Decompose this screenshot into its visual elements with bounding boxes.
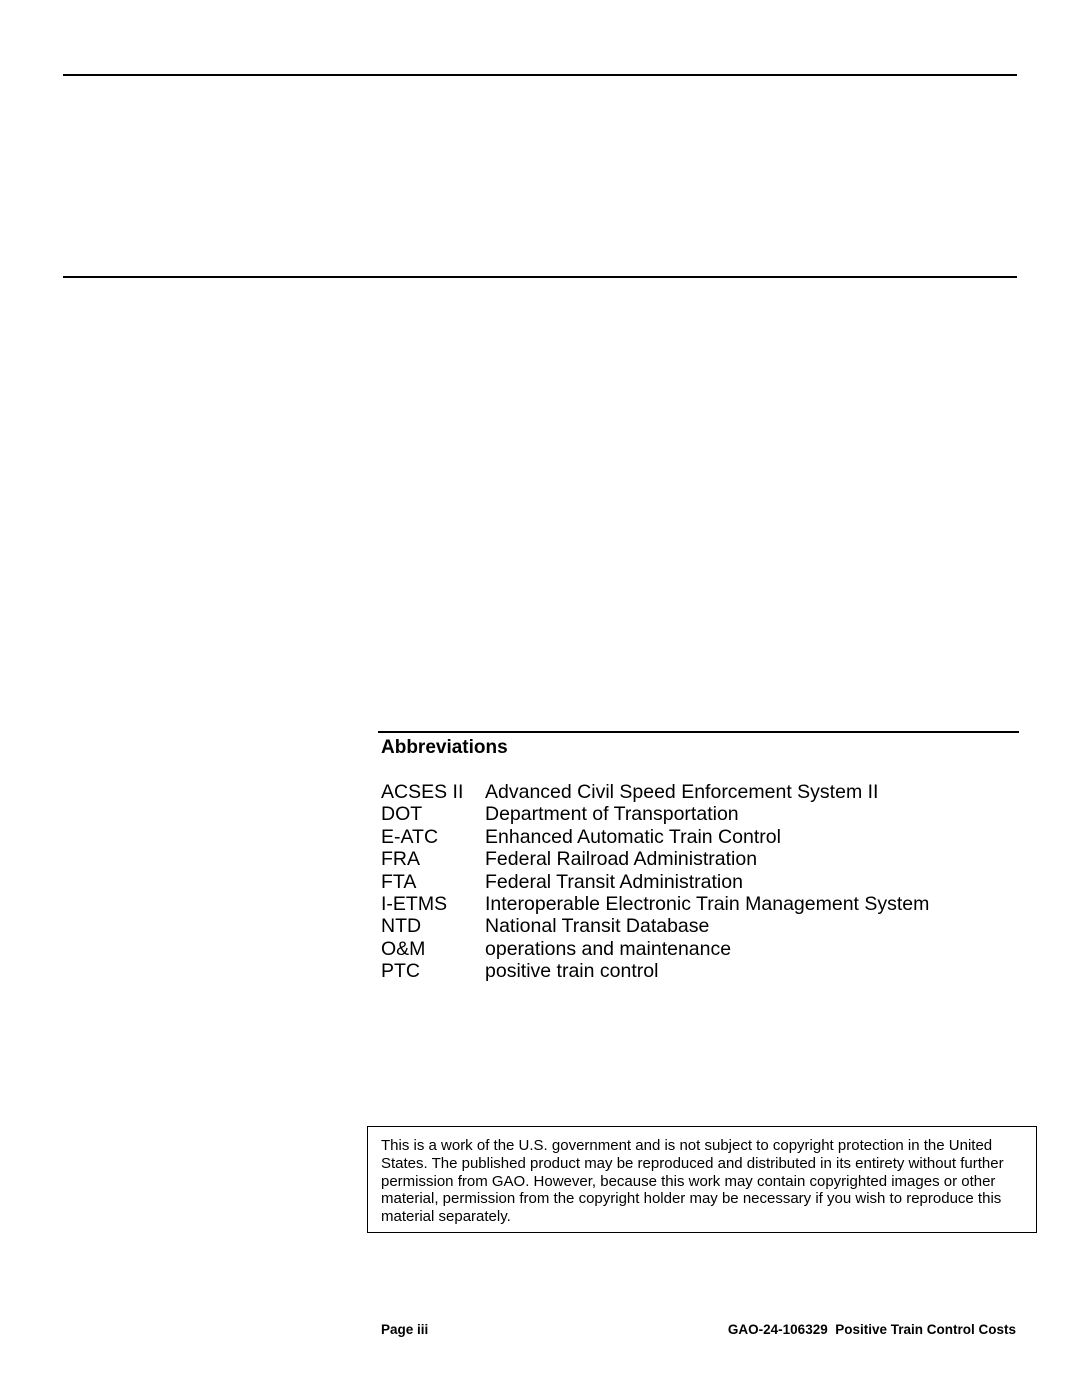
abbreviation-term: PTC [381,960,420,983]
abbreviation-item [381,915,929,937]
page-number: Page iii [381,1322,429,1337]
abbreviations-heading: Abbreviations [381,737,508,758]
abbreviation-term: E-ATC [381,825,439,848]
abbreviation-term: O&M [381,937,426,960]
abbreviations-rule [378,731,1019,733]
copyright-text: This is a work of the U.S. government and is not subject to copyright protection in the United States. The published product may be reproduced and distributed in its entirety without further permission from GAO. However, because this work may contain copyrighted images or other material, permission from the copyright holder may be necessary if you wish to reproduce this material separately. [381,1137,1004,1226]
abbreviation-item [381,938,929,960]
middle-rule [63,276,1017,278]
abbreviation-definition: Federal Transit Administration [485,870,743,893]
abbreviation-definition: Federal Railroad Administration [485,848,758,871]
abbreviation-item [381,848,929,870]
report-title: GAO-24-106329 Positive Train Control Costs [727,1322,1016,1337]
abbreviation-definition: Interoperable Electronic Train Management System [485,892,930,915]
abbreviation-definition: positive train control [485,960,659,983]
abbreviation-item [381,871,929,893]
abbreviation-definition: Enhanced Automatic Train Control [485,825,781,848]
top-rule [63,74,1017,76]
abbreviation-definition: Department of Transportation [485,803,739,826]
copyright-notice [367,1126,1037,1233]
abbreviation-item [381,803,929,825]
abbreviation-definition: Advanced Civil Speed Enforcement System II [485,781,879,803]
abbreviations-list [381,781,929,983]
abbreviation-term: FTA [381,870,417,893]
abbreviation-item [381,960,929,982]
abbreviation-item [381,893,929,915]
abbreviation-item [381,826,929,848]
abbreviation-definition: operations and maintenance [485,937,732,960]
abbreviation-term: FRA [381,848,420,871]
abbreviation-term: NTD [381,915,422,938]
abbreviation-term: ACSES II [381,781,464,803]
abbreviation-term: DOT [381,803,423,826]
abbreviation-item [381,781,929,803]
abbreviation-definition: National Transit Database [485,915,710,938]
abbreviation-term: I-ETMS [381,892,448,915]
